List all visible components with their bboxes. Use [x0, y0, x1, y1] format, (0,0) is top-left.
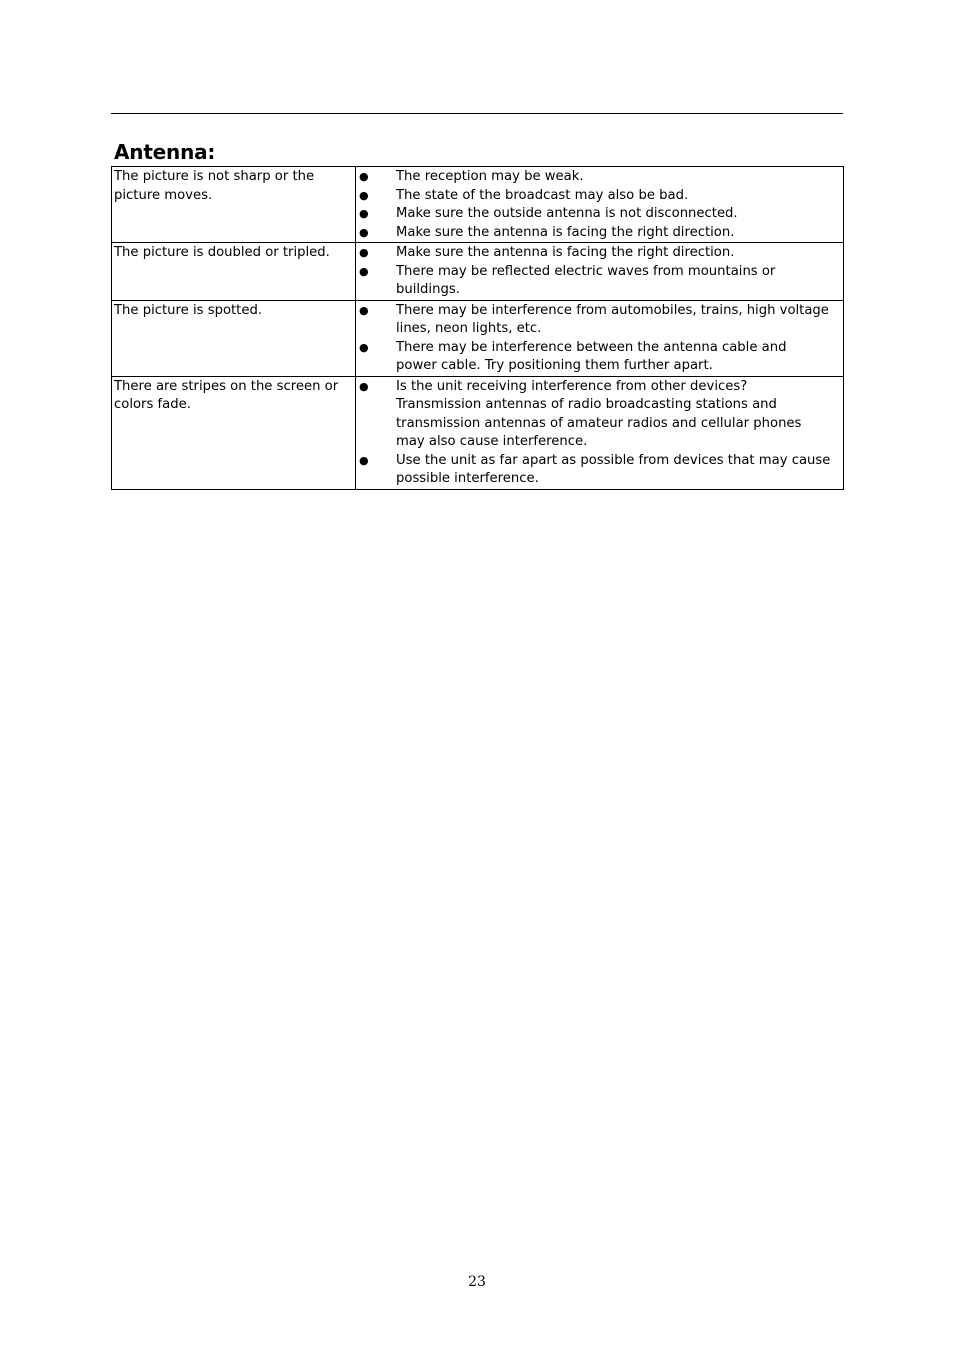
- page-number: 23: [468, 1274, 486, 1290]
- list-item: [356, 187, 831, 206]
- list-item: [356, 244, 831, 263]
- list-item: [356, 378, 831, 452]
- bullet-icon: ●: [359, 188, 369, 202]
- solutions-cell: [356, 300, 844, 376]
- bullet-icon: ●: [359, 379, 369, 393]
- problem-cell: The picture is not sharp or the picture moves.: [112, 167, 356, 243]
- solution-text: The reception may be weak.: [396, 169, 584, 184]
- solutions-list: [356, 168, 831, 242]
- list-item: [356, 339, 831, 376]
- troubleshooting-table: [111, 166, 844, 490]
- bullet-icon: ●: [359, 303, 369, 317]
- list-item: [356, 205, 831, 224]
- solutions-list: [356, 302, 831, 376]
- solutions-cell: [356, 376, 844, 489]
- bullet-icon: ●: [359, 207, 369, 220]
- bullet-icon: ●: [359, 170, 369, 183]
- solution-text: Make sure the antenna is facing the right direction.: [396, 224, 735, 240]
- solution-text: Make sure the antenna is facing the right direction.: [396, 245, 735, 260]
- solution-text: The state of the broadcast may also be bad.: [396, 187, 689, 203]
- bullet-icon: ●: [359, 264, 369, 278]
- solution-text: There may be interference between the antenna cable and power cable. Try positioning them further apart.: [396, 339, 787, 373]
- solutions-list: [356, 244, 831, 300]
- solution-text: Make sure the outside antenna is not disconnected.: [396, 206, 738, 221]
- solution-text: There may be interference from automobiles, trains, high voltage lines, neon lights, etc.: [396, 302, 829, 336]
- list-item: [356, 263, 831, 300]
- problem-cell: The picture is spotted.: [112, 300, 356, 376]
- list-item: [356, 168, 831, 187]
- solution-text: Use the unit as far apart as possible from devices that may cause possible interference.: [396, 452, 831, 486]
- table-row: [112, 300, 844, 376]
- solutions-list: [356, 378, 831, 489]
- list-item: [356, 302, 831, 339]
- solution-text: There may be reflected electric waves from mountains or buildings.: [396, 263, 776, 297]
- header-rule: [111, 113, 843, 114]
- bullet-icon: ●: [359, 340, 369, 354]
- solutions-cell: [356, 243, 844, 301]
- problem-cell: There are stripes on the screen or colors fade.: [112, 376, 356, 489]
- table-row: [112, 376, 844, 489]
- bullet-icon: ●: [359, 225, 369, 239]
- list-item: [356, 224, 831, 243]
- table-row: [112, 167, 844, 243]
- section-title: Antenna:: [114, 140, 216, 164]
- table-row: [112, 243, 844, 301]
- bullet-icon: ●: [359, 453, 369, 467]
- problem-cell: The picture is doubled or tripled.: [112, 243, 356, 301]
- solutions-cell: [356, 167, 844, 243]
- list-item: [356, 452, 831, 489]
- solution-text: Is the unit receiving interference from other devices? Transmission antennas of radio broadcasting stations and transmission antennas of amateur radios and cellular phones may also cause interference.: [396, 378, 802, 449]
- bullet-icon: ●: [359, 246, 369, 259]
